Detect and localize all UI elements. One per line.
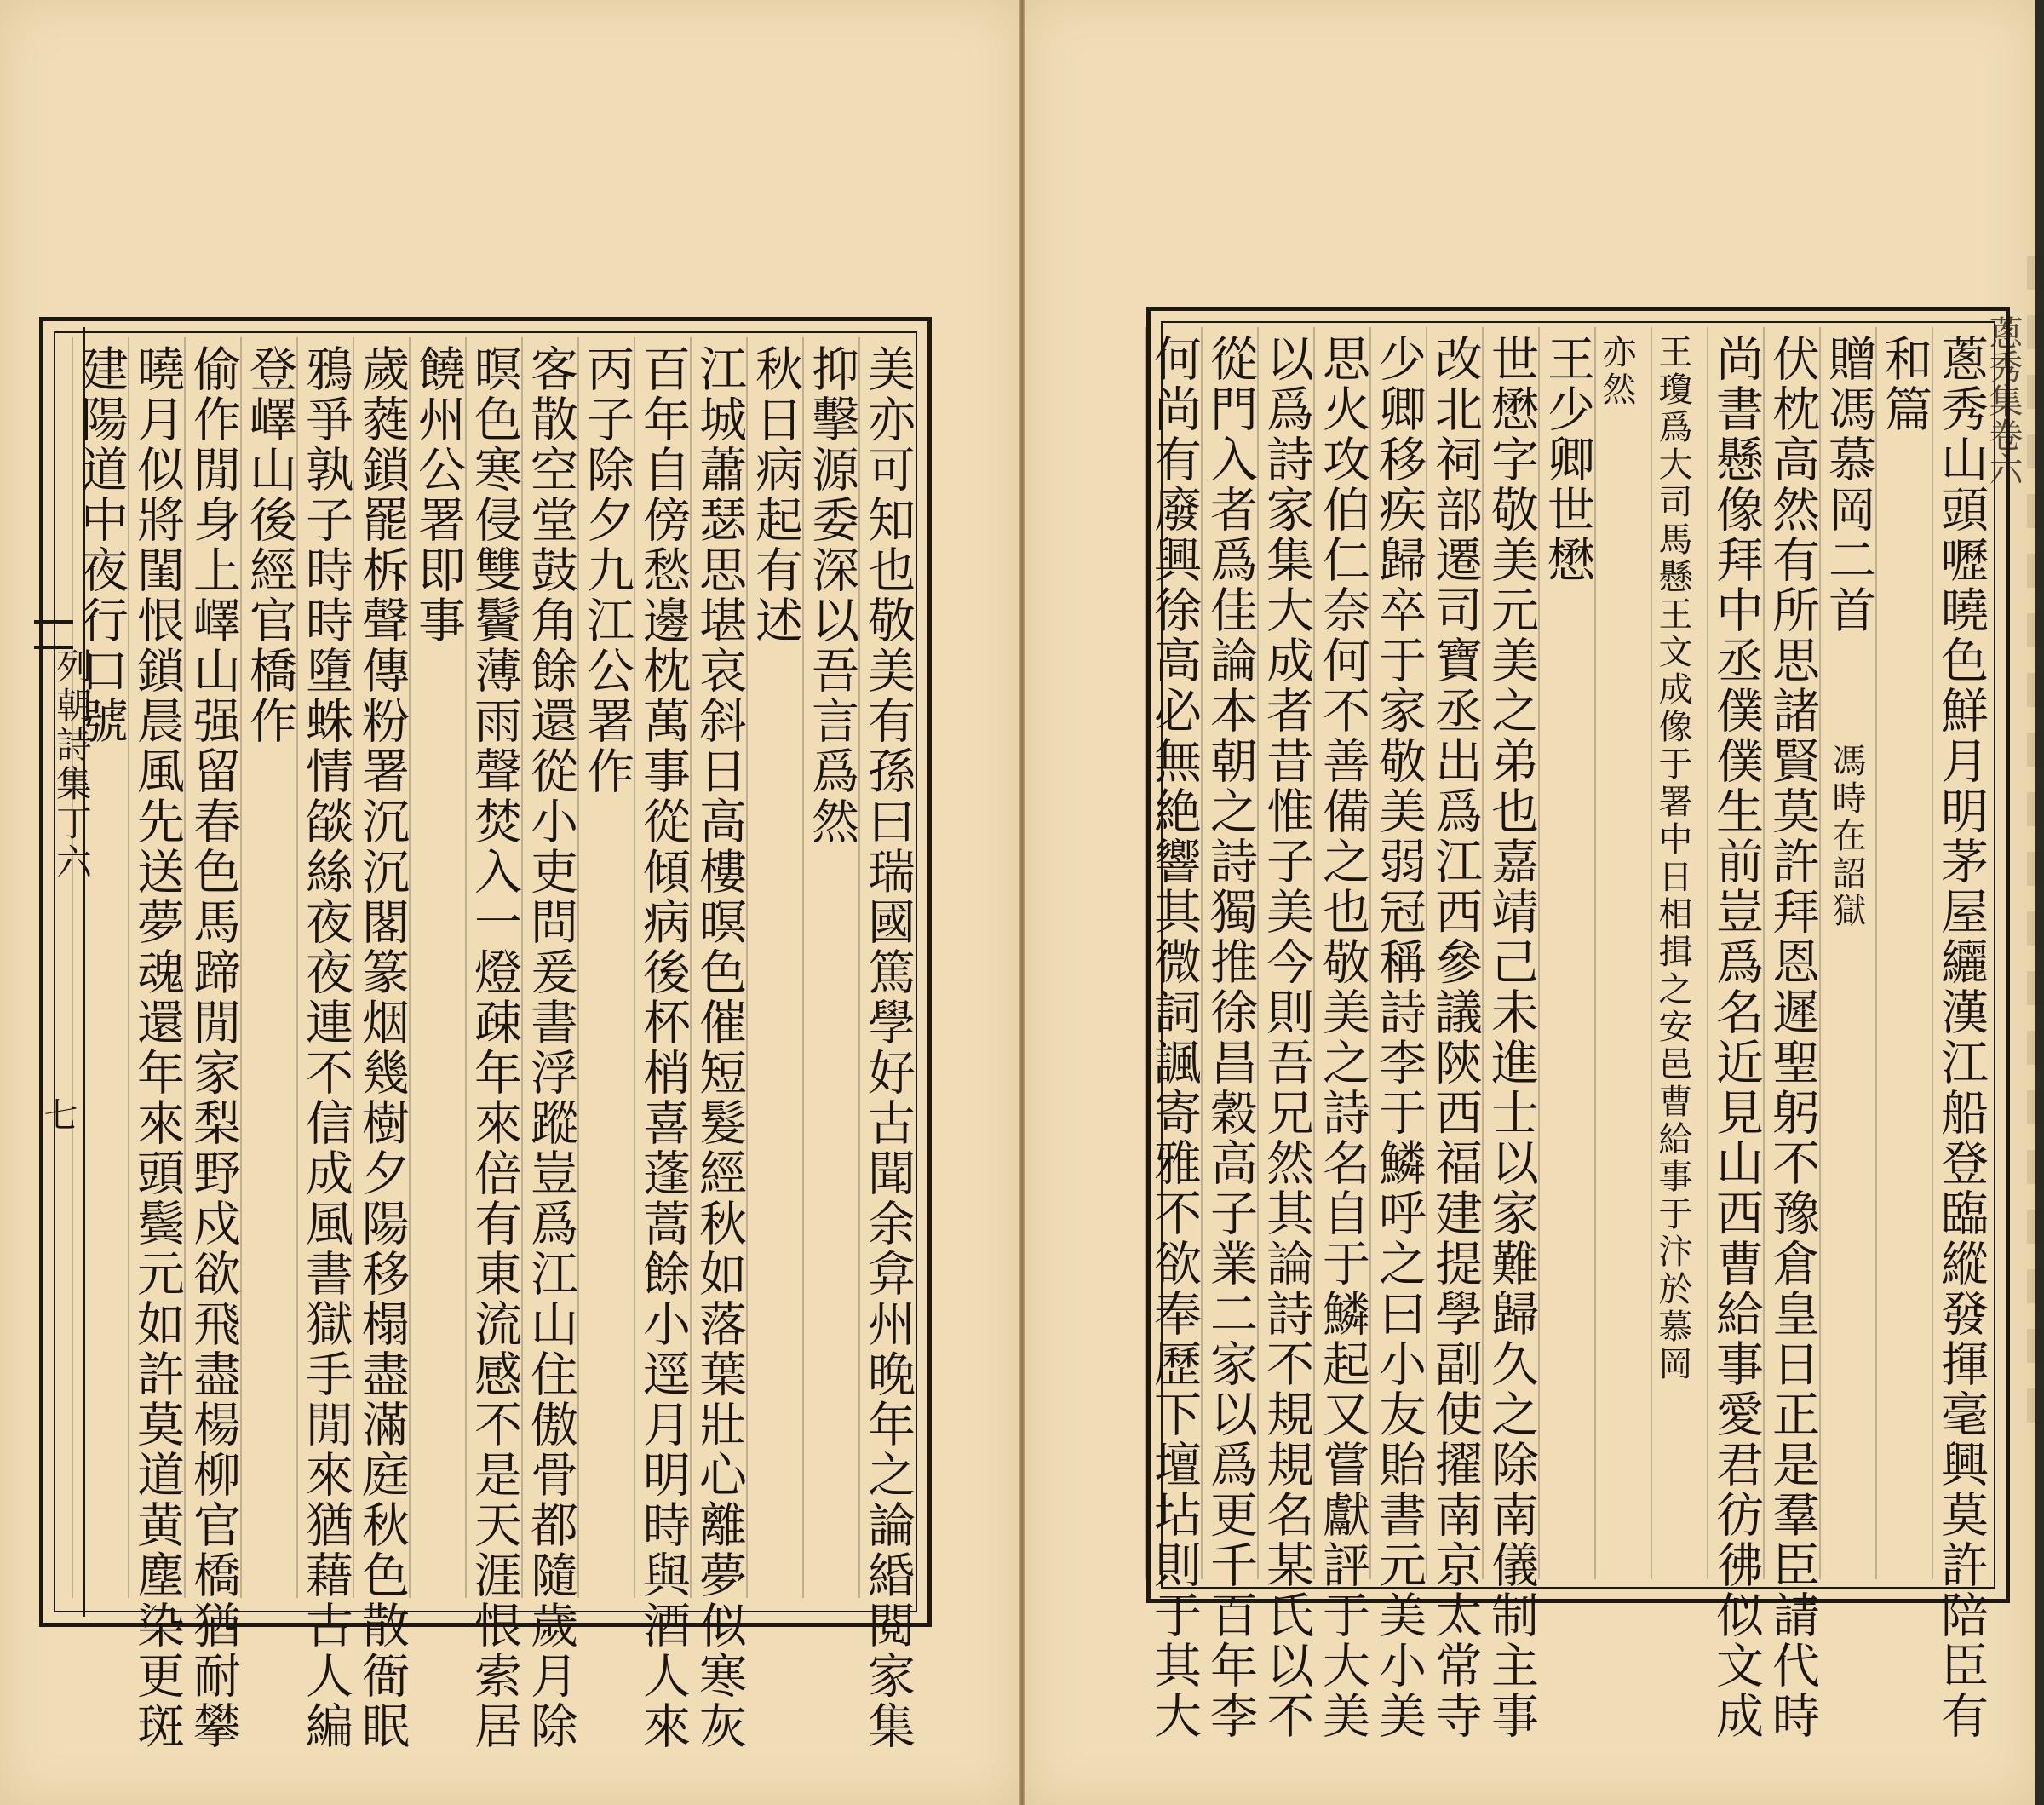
left-page-column: 歲蕤鎖罷柝聲傳粉署沉沉閣篆烟幾樹夕陽移榻盡滿庭秋色散衙眠 bbox=[354, 344, 410, 1751]
banxin-fish-tail bbox=[34, 620, 73, 649]
left-page-column: 鴉爭孰子時時墮蛛情燄絲夜夜連不信成風書獄手閒來猶藉古人編 bbox=[298, 344, 353, 1751]
left-page-column: 秋日病起有述 bbox=[748, 344, 803, 646]
book-gutter bbox=[1019, 0, 1025, 1805]
right-page-column: 思火攻伯仁奈何不善備之也敬美之詩名自于鱗起又嘗獻評于大美 bbox=[1315, 334, 1370, 1741]
right-page-column: 王少卿世懋 bbox=[1540, 334, 1595, 585]
column-rule bbox=[1651, 327, 1652, 1579]
right-page-column: 贈馮慕岡二首 bbox=[1821, 334, 1876, 635]
left-page-column: 登嶧山後經官橋作 bbox=[242, 344, 297, 746]
left-page-column: 客散空堂鼓角餘還從小吏問爰書浮蹤豈爲江山住傲骨都隨歲月除 bbox=[523, 344, 578, 1751]
right-page-column: 少卿移疾歸卒于家敬美弱冠稱詩李于鱗呼之曰小友貽書元美小美 bbox=[1371, 334, 1427, 1741]
left-page-column: 江城蕭瑟思堪哀斜日高樓暝色催短髮經秋如落葉壯心離夢似寒灰 bbox=[692, 344, 747, 1751]
right-page-column: 伏枕高然有所思諸賢莫許拜恩遲聖躬不豫倉皇日正是羣臣請代時 bbox=[1765, 334, 1820, 1741]
column-rule bbox=[72, 337, 73, 1598]
banxin-title: 列朝詩集丁六 bbox=[51, 647, 93, 882]
right-page-column: 王瓊爲大司馬懸王文成像于署中日相揖之安邑曹給事于汴於慕岡 bbox=[1653, 334, 1692, 1383]
left-page-column: 百年自傍愁邊枕萬事從傾病後杯梢喜蓬蒿餘小逕月明時與酒人來 bbox=[635, 344, 691, 1751]
right-page-column: 改北祠部遷司寶丞出爲江西參議陝西福建提學副使擢南京太常寺 bbox=[1427, 334, 1483, 1741]
left-page-column: 暝色寒侵雙鬢薄雨聲焚入一燈疎年來倍有東流感不是天涯恨索居 bbox=[467, 344, 522, 1751]
left-page-column: 抑擊源委深以吾言爲然 bbox=[804, 344, 859, 847]
banxin-folio: 七 bbox=[38, 1097, 78, 1131]
left-page-column: 曉月似將閨恨鎖晨風先送夢魂還年來頭鬓元如許莫道黄塵染更斑 bbox=[129, 344, 185, 1751]
column-rule bbox=[1932, 327, 1933, 1579]
left-page-column: 偷作閒身上嶧山强留春色馬蹄閒家梨野戍欲飛盡楊柳官橋猶耐攀 bbox=[186, 344, 241, 1751]
right-edge-text: 蔥秀集卷六 bbox=[1984, 315, 2023, 486]
column-rule bbox=[1145, 327, 1146, 1579]
right-page-column: 尚書懸像拜中丞僕僕生前豈爲名近見山西曹給事愛君彷彿似文成 bbox=[1708, 334, 1764, 1741]
left-page-column: 丙子除夕九江公署作 bbox=[579, 344, 634, 796]
column-note: 馮時在詔獄 bbox=[1827, 743, 1866, 930]
right-page-column: 從門入者爲佳論本朝之詩獨推徐昌穀高子業二家以爲更千百年李 bbox=[1203, 334, 1258, 1741]
right-page-column: 以爲詩家集大成者昔惟子美今則吾兄然其論詩不規規名某氏以不 bbox=[1259, 334, 1314, 1741]
right-page-column: 蔥秀山頭嚦曉色鮮月明茅屋纚漢江船登臨縱發揮毫興莫許陪臣有 bbox=[1933, 334, 1989, 1741]
right-page-column: 世懋字敬美元美之弟也嘉靖己未進士以家難歸久之除南儀制主事 bbox=[1484, 334, 1539, 1741]
next-page-edge bbox=[2027, 256, 2044, 1448]
left-page-column: 建陽道中夜行口號 bbox=[73, 344, 129, 746]
column-rule bbox=[1707, 327, 1708, 1579]
right-page-column: 和篇 bbox=[1877, 334, 1932, 434]
right-page-column: 何尚有廢興徐高必無絶響其微詞諷寄雅不欲奉歷下壇坫則于其大 bbox=[1146, 334, 1202, 1741]
left-page-column: 饒州公署即事 bbox=[411, 344, 466, 646]
left-page-column: 美亦可知也敬美有孫曰瑞國篤學好古聞余弇州晚年之論緍閱家集 bbox=[860, 344, 916, 1751]
right-page-column: 亦然 bbox=[1597, 334, 1636, 409]
